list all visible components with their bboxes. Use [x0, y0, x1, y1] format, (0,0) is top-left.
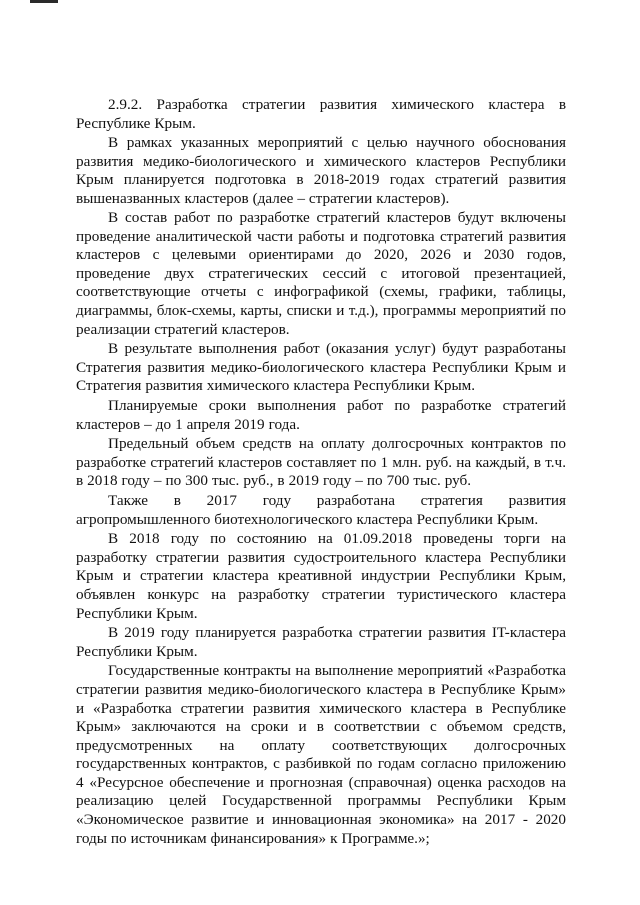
paragraph-agro-cluster: Также в 2017 году разработана стратегия развития агропромышленного биотехнологического кластера Республики Крым. [76, 491, 566, 528]
paragraph-scope-of-work: В состав работ по разработке стратегий кластеров будут включены проведение аналитической части работы и подготовка стратегий развития кластеров с целевыми ориентирами до 2020, 2026 и 2030 годов, проведение двух стратегических сессий с итоговой презентацией, соответствующие отчеты с инфографикой (схемы, графики, таблицы, диаграммы, блок-схемы, карты, списки и т.д.), программы мероприятий по реализации стратегий кластеров. [76, 209, 566, 338]
paragraph-tenders-2018: В 2018 году по состоянию на 01.09.2018 проведены торги на разработку стратегии развития судостроительного кластера Республики Крым и стратегии кластера креативной индустрии Республики Крым, объявлен конкурс на разработку стратегии туристического кластера Республики Крым. [76, 530, 566, 622]
paragraph-funding-limit: Предельный объем средств на оплату долгосрочных контрактов по разработке стратегий кластеров составляет по 1 млн. руб. на каждый, в т.ч. в 2018 году – по 300 тыс. руб., в 2019 году – по 700 тыс. руб. [76, 435, 566, 490]
document-page [76, 96, 566, 848]
paragraph-scientific-basis: В рамках указанных мероприятий с целью научного обоснования развития медико-биологического и химического кластеров Республики Крым планируется подготовка в 2018-2019 годах стратегий развития вышеназванных кластеров (далее – стратегии кластеров). [76, 134, 566, 207]
paragraph-results: В результате выполнения работ (оказания услуг) будут разработаны Стратегия развития медико-биологического кластера Республики Крым и Стратегия развития химического кластера Республики Крым. [76, 340, 566, 395]
paragraph-it-cluster-2019: В 2019 году планируется разработка стратегии развития IT-кластера Республики Крым. [76, 624, 566, 660]
scan-edge-mark [30, 0, 58, 3]
paragraph-state-contracts: Государственные контракты на выполнение мероприятий «Разработка стратегии развития медико-биологического кластера в Республике Крым» и «Разработка стратегии развития химического кластера в Республике Крым» заключаются на сроки и в соответствии с объемом средств, предусмотренных на оплату соответствующих долгосрочных государственных контрактов, с разбивкой по годам согласно приложению 4 «Ресурсное обеспечение и прогнозная (справочная) оценка расходов на реализацию целей Государственной программы Республики Крым «Экономическое развитие и инновационная экономика» на 2017 - 2020 годы по источникам финансирования» к Программе.»; [76, 662, 566, 847]
paragraph-section-heading: 2.9.2. Разработка стратегии развития химического кластера в Республике Крым. [76, 96, 566, 132]
paragraph-deadlines: Планируемые сроки выполнения работ по разработке стратегий кластеров – до 1 апреля 2019 года. [76, 397, 566, 433]
